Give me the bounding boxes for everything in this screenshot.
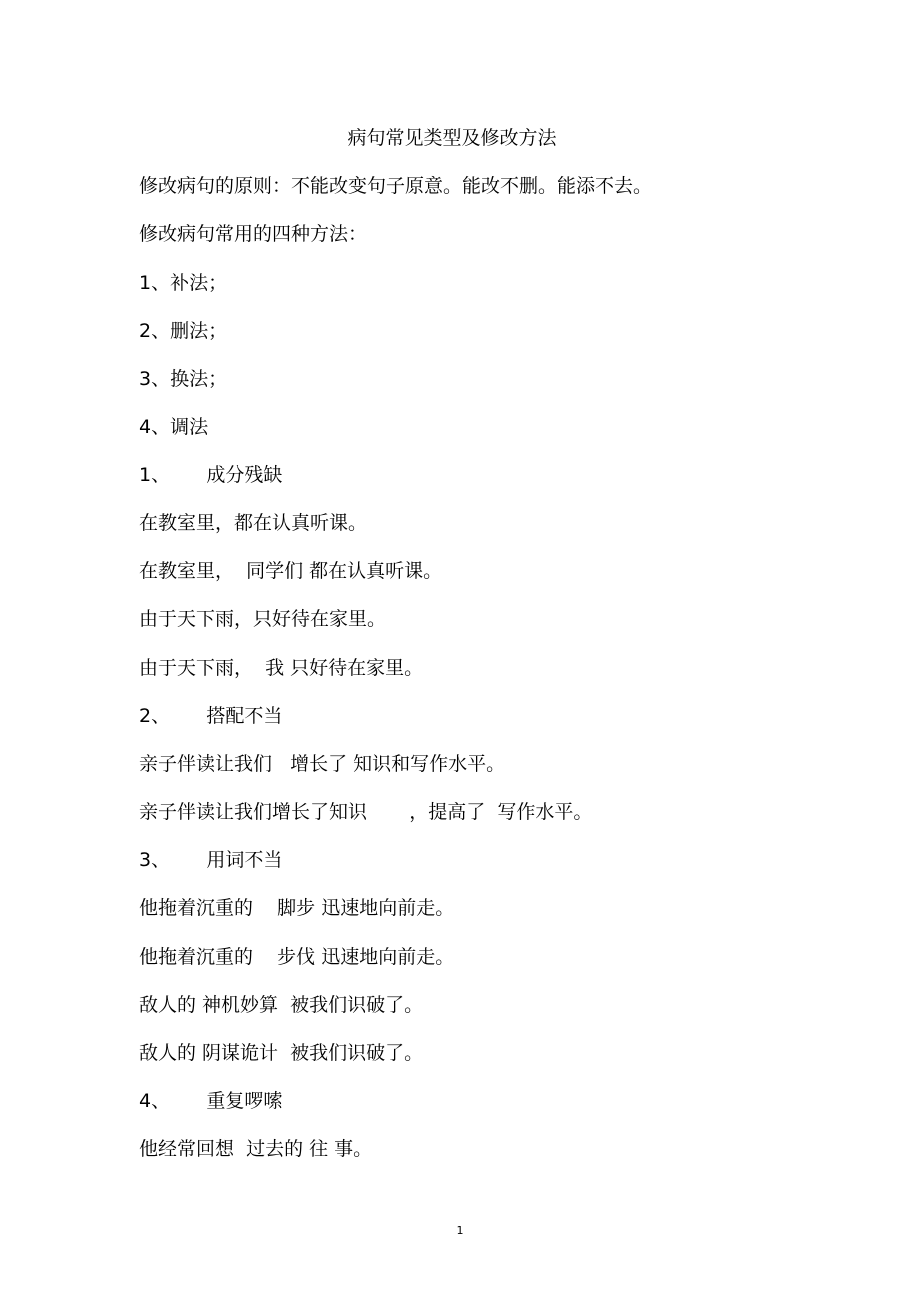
example-line: 在教室里， 同学们 都在认真听课。 [139, 560, 443, 582]
example-line: 他经常回想 过去的 往 事。 [139, 1138, 373, 1160]
page-number: 1 [456, 1224, 464, 1237]
example-line: 由于天下雨，只好待在家里。 [139, 608, 387, 630]
example-line: 在教室里，都在认真听课。 [139, 512, 368, 534]
example-line: 他拖着沉重的 步伐 迅速地向前走。 [139, 946, 455, 968]
section-heading: 1、 成分残缺 [139, 464, 283, 486]
method-item: 3、换法； [139, 368, 228, 390]
method-item: 4、调法 [139, 416, 209, 438]
method-item: 2、删法； [139, 320, 228, 342]
section-heading: 2、 搭配不当 [139, 705, 283, 727]
section-heading: 4、 重复啰嗦 [139, 1090, 283, 1112]
method-item: 1、补法； [139, 272, 228, 294]
example-line: 亲子伴读让我们 增长了 知识和写作水平。 [139, 753, 506, 775]
principle-line: 修改病句的原则：不能改变句子原意。能改不删。能添不去。 [139, 175, 653, 197]
example-line: 他拖着沉重的 脚步 迅速地向前走。 [139, 897, 455, 919]
document-title: 病句常见类型及修改方法 [347, 127, 557, 149]
example-line: 敌人的 神机妙算 被我们识破了。 [139, 994, 424, 1016]
example-line: 敌人的 阴谋诡计 被我们识破了。 [139, 1042, 424, 1064]
example-line: 亲子伴读让我们增长了知识 ，提高了 写作水平。 [139, 801, 593, 823]
methods-heading: 修改病句常用的四种方法： [139, 223, 368, 245]
example-line: 由于天下雨， 我 只好待在家里。 [139, 657, 424, 679]
section-heading: 3、 用词不当 [139, 849, 283, 871]
